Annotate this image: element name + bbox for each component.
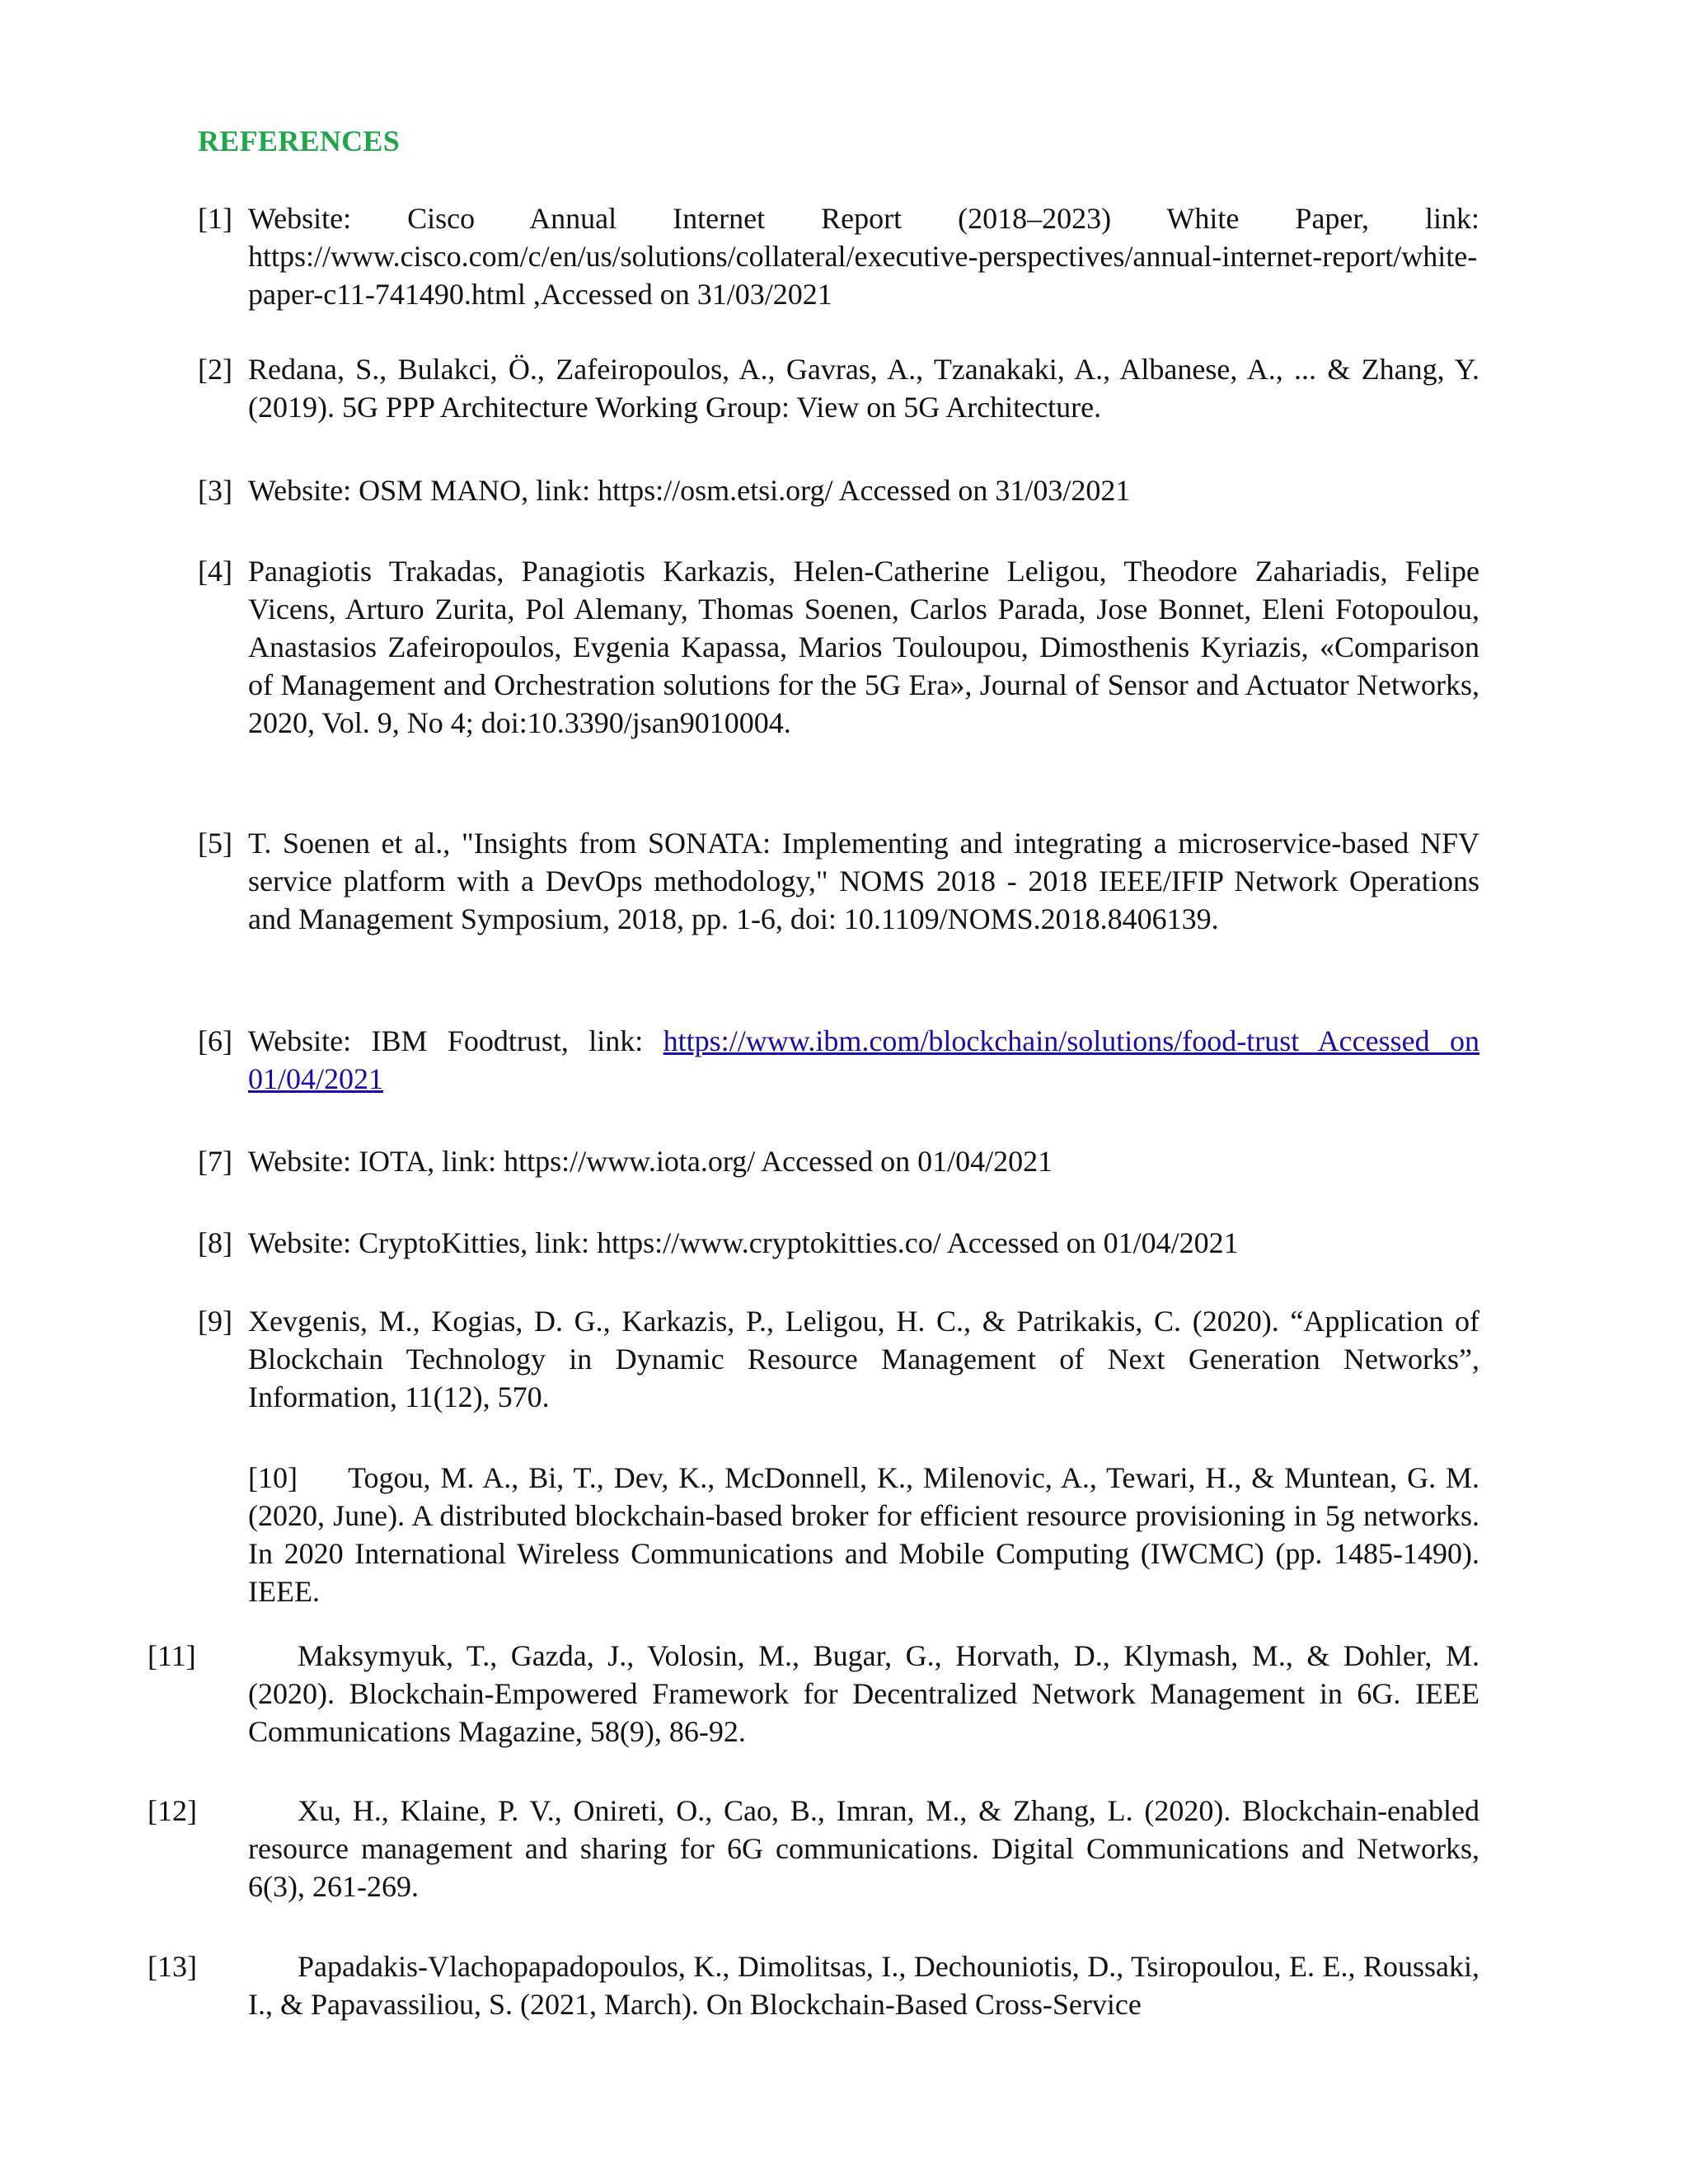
- reference-text: [148, 1792, 1479, 1905]
- reference-number: [1]: [198, 202, 232, 235]
- reference-item: [198, 471, 1479, 509]
- reference-item: [198, 1022, 1479, 1098]
- reference-text: [248, 1022, 1479, 1098]
- reference-body: Papadakis-Vlachopapadopoulos, K., Dimolitsas, I., Dechouniotis, D., Tsiropoulou, E. E., Roussaki, I., & Papavassiliou, S. (2021, March). On Blockchain-Based Cross-Service: [248, 1950, 1479, 2021]
- reference-number: [2]: [198, 353, 232, 386]
- reference-link[interactable]: https://www.ibm.com/blockchain/solutions/food-trust Accessed on 01/04/2021: [248, 1024, 1480, 1095]
- reference-number: [12]: [148, 1794, 197, 1827]
- reference-text: Redana, S., Bulakci, Ö., Zafeiropoulos, A., Gavras, A., Tzanakaki, A., Albanese, A., ... & Zhang, Y. (2019). 5G PPP Architecture Working Group: View on 5G Architecture.: [248, 353, 1479, 424]
- reference-text: Panagiotis Trakadas, Panagiotis Karkazis, Helen-Catherine Leligou, Theodore Zahariadis, Felipe Vicens, Arturo Zurita, Pol Alemany, Thomas Soenen, Carlos Parada, Jose Bonnet, Eleni Fotopoulou, Anastasios Zafeiropoulos, Evgenia Kapassa, Marios Touloupou, Dimosthenis Kyriazis, «Comparison of Management and Orchestration solutions for the 5G Era», Journal of Sensor and Actuator Networks, 2020, Vol. 9, No 4; doi:10.3390/jsan9010004.: [248, 555, 1479, 739]
- reference-item: [198, 1224, 1479, 1262]
- reference-number: [5]: [198, 827, 232, 860]
- reference-number: [8]: [198, 1226, 232, 1259]
- reference-text: T. Soenen et al., "Insights from SONATA: Implementing and integrating a microservice-based NFV service platform with a DevOps methodology," NOMS 2018 - 2018 IEEE/IFIP Network Operations and Management Symposium, 2018, pp. 1-6, doi: 10.1109/NOMS.2018.8406139.: [248, 827, 1479, 935]
- reference-number: [10]: [248, 1461, 298, 1494]
- reference-text: Website: OSM MANO, link: https://osm.etsi.org/ Accessed on 31/03/2021: [248, 474, 1131, 507]
- reference-item: [148, 1637, 1479, 1750]
- reference-prefix: Website: IBM Foodtrust, link:: [248, 1024, 663, 1057]
- reference-item: [148, 1947, 1479, 2023]
- reference-number: [7]: [198, 1145, 232, 1178]
- reference-number: [6]: [198, 1024, 232, 1057]
- reference-item: [198, 824, 1479, 938]
- reference-number: [11]: [148, 1639, 196, 1672]
- reference-number: [4]: [198, 555, 232, 588]
- reference-item: [198, 199, 1479, 313]
- reference-body: Xu, H., Klaine, P. V., Onireti, O., Cao, B., Imran, M., & Zhang, L. (2020). Blockchain-enabled resource management and sharing for 6G communications. Digital Communications and Networks, 6(3), 261-269.: [248, 1794, 1479, 1903]
- reference-text: [148, 1947, 1479, 2023]
- reference-text: [148, 1637, 1479, 1750]
- reference-text: Website: IOTA, link: https://www.iota.org/ Accessed on 01/04/2021: [248, 1145, 1053, 1178]
- reference-item: [198, 1302, 1479, 1416]
- reference-number: [9]: [198, 1305, 232, 1338]
- reference-item: [198, 1142, 1479, 1180]
- reference-text: Website: CryptoKitties, link: https://www.cryptokitties.co/ Accessed on 01/04/2021: [248, 1226, 1239, 1259]
- references-heading: REFERENCES: [198, 124, 401, 157]
- reference-item: [198, 552, 1479, 742]
- reference-item: [198, 1459, 1479, 1610]
- reference-item: [148, 1792, 1479, 1905]
- reference-number: [3]: [198, 474, 232, 507]
- reference-text: Xevgenis, M., Kogias, D. G., Karkazis, P., Leligou, H. C., & Patrikakis, C. (2020). “Application of Blockchain Technology in Dynamic Resource Management of Next Generation Networks”, Information, 11(12), 570.: [248, 1305, 1479, 1413]
- reference-text: Website: Cisco Annual Internet Report (2018–2023) White Paper, link: https://www.cisco.com/c/en/us/solutions/collateral/executive-perspectives/annual-internet-report/white-paper-c11-741490.html ,Accessed on 31/03/2021: [248, 202, 1479, 311]
- reference-body: Togou, M. A., Bi, T., Dev, K., McDonnell, K., Milenovic, A., Tewari, H., & Muntean, G. M. (2020, June). A distributed blockchain-based broker for efficient resource provisioning in 5g networks. In 2020 International Wireless Communications and Mobile Computing (IWCMC) (pp. 1485-1490). IEEE.: [248, 1461, 1479, 1608]
- reference-item: [198, 350, 1479, 426]
- reference-text: [198, 1459, 1479, 1610]
- reference-number: [13]: [148, 1950, 197, 1983]
- reference-body: Maksymyuk, T., Gazda, J., Volosin, M., Bugar, G., Horvath, D., Klymash, M., & Dohler, M. (2020). Blockchain-Empowered Framework for Decentralized Network Management in 6G. IEEE Communications Magazine, 58(9), 86-92.: [248, 1639, 1479, 1748]
